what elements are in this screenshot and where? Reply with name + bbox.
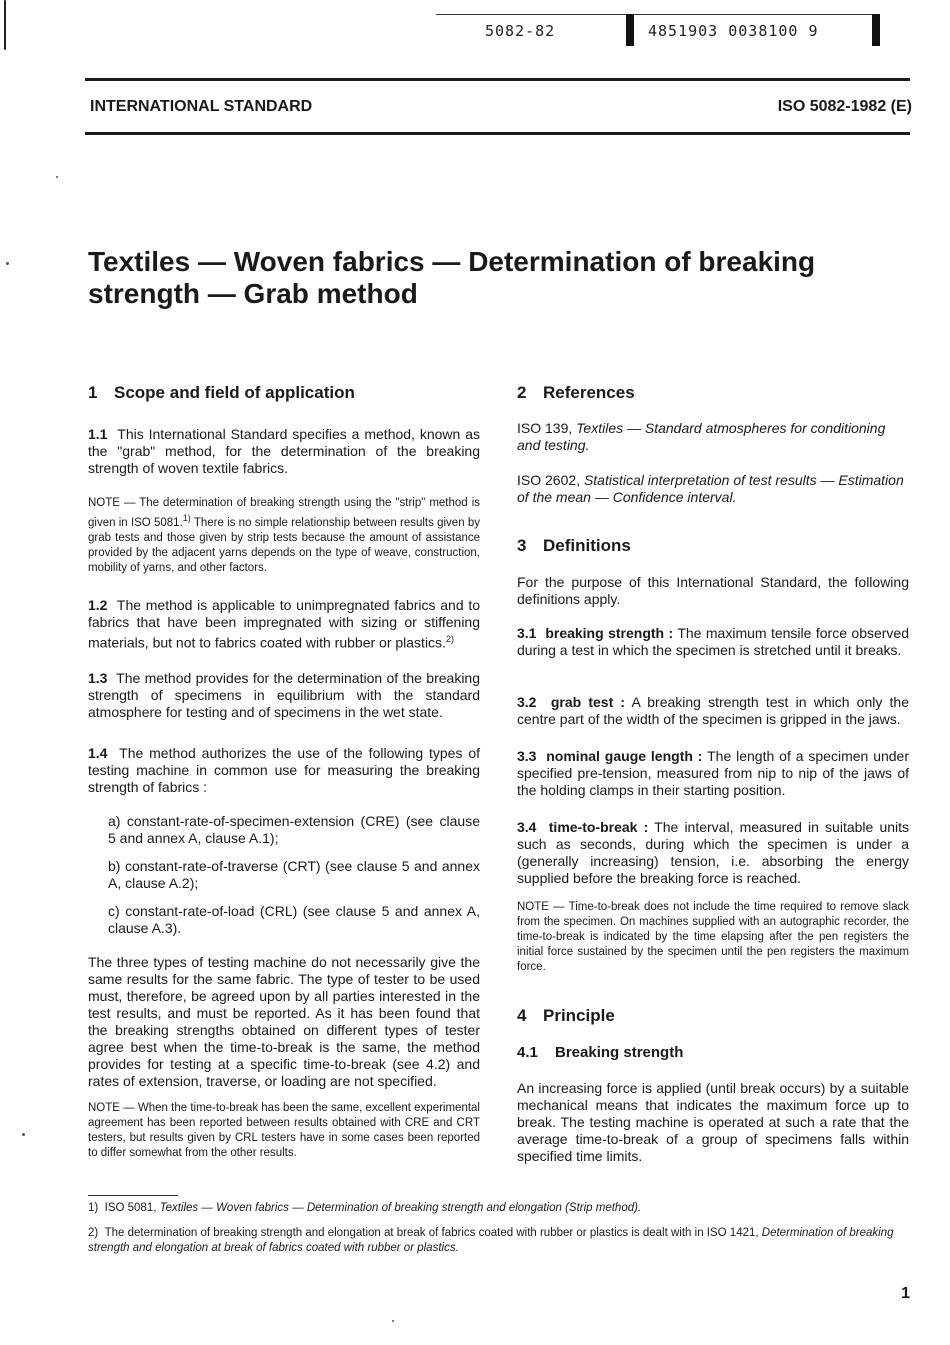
footnote-title: Determination of breaking strength and elongation at break of fabrics coated with rubber or plastics. [88,1227,894,1254]
definition-text: A breaking strength test in which only the centre part of the width of the specimen is gripped in the jaws. [517,694,909,727]
section-title: Scope and field of application [114,383,355,402]
standard-number: ISO 5082-1982 (E) [777,98,912,115]
list-item-crt: b) constant-rate-of-traverse (CRT) (see clause 5 and annex A, clause A.2); [108,858,480,891]
section-title: Principle [543,1006,615,1025]
section-number: 1 [88,383,98,402]
clause-1-1 [88,426,480,477]
title-line-1: Textiles — Woven fabrics — Determination of breaking [88,246,816,277]
definition-3-3 [517,748,909,799]
clause-number: 3.3 [517,748,537,764]
reference-id: ISO 2602, [517,472,584,488]
scan-top-rule [436,14,876,15]
scan-speck [56,176,58,178]
reference-iso-139 [517,420,909,454]
scan-speck [22,1133,25,1136]
section-title: References [543,383,635,402]
scan-speck [392,1320,394,1322]
clause-text: The method authorizes the use of the following types of testing machine in common use for measuring the breaking strength of fabrics : [88,745,480,795]
principle-paragraph: An increasing force is applied (until break occurs) by a suitable mechanical means that indicates the maximum force up to break. The testing machine is operated at such a rate that the average time-to-break of a group of specimens falls within specified time limits. [517,1080,909,1164]
defined-term: nominal gauge length : [546,748,703,764]
clause-number: 1.4 [88,745,108,761]
list-item-crl: c) constant-rate-of-load (CRL) (see clause 5 and annex A, clause A.3). [108,903,480,936]
header-top-rule [85,78,910,81]
definition-text: The length of a specimen under specified pre-tension, measured from nip to nip of the jaws of the holding clamps in their starting position. [517,748,909,798]
header-bottom-rule [85,132,910,135]
definition-3-2 [517,694,909,728]
footnote-ref: 2) [445,634,454,644]
page-number: 1 [901,1285,910,1302]
reference-title: Textiles — Standard atmospheres for conditioning and testing. [517,420,886,453]
reference-title: Statistical interpretation of test results — Estimation of the mean — Confidence interval. [517,472,904,505]
note-text-rest: There is no simple relationship between results given by grab tests and those given by strip tests because the amount of assistance provided by the adjacent yarns depends on the type of weave, construction, mobility of yarns, and other factors. [88,516,480,574]
barcode-bar-left [626,14,634,46]
footnote-title: Textiles — Woven fabrics — Determination of breaking strength and elongation (Strip method). [159,1202,642,1214]
subsection-title: Breaking strength [555,1044,684,1061]
clause-1-3 [88,670,480,721]
section-3-heading [517,536,631,556]
note-time-to-break-agreement: NOTE — When the time-to-break has been the same, excellent experimental agreement has been reported between results obtained with CRE and CRT testers, but results given by CRL testers have in some cases been reported to differ somewhat from the other results. [88,1102,480,1159]
definition-text: The maximum tensile force observed during a test in which the specimen is stretched until it breaks. [517,625,909,658]
definition-3-1 [517,625,909,659]
subsection-4-1-heading [517,1044,683,1061]
clause-number: 1.3 [88,670,108,686]
definition-text: The interval, measured in suitable units such as seconds, during which the specimen is under a (generally increasing) tension, i.e. absorbing the energy supplied before the breaking force is reached. [517,819,910,886]
footnote-text: ISO 5081, [104,1202,160,1214]
section-2-heading [517,383,635,403]
note-text: NOTE — The determination of breaking strength using the "strip" method is given in ISO 5081. [88,497,480,529]
footnote-1 [88,1201,910,1216]
footnote-number: 1) [88,1202,99,1214]
defined-term: time-to-break : [548,819,649,835]
doc-code-stamp: 5082-82 [485,22,556,40]
footnote-text: The determination of breaking strength and elongation at break of fabrics coated with rubber or plastics is dealt with in ISO 1421, [104,1227,762,1239]
title-line-2: strength — Grab method [88,278,418,309]
clause-text: The method is applicable to unimpregnated fabrics and to fabrics that have been impregnated with sizing or stiffening materials, but not to fabrics coated with rubber or plastics. [88,597,480,651]
note-time-to-break: NOTE — Time-to-break does not include the time required to remove slack from the specimen. On machines supplied with an autographic recorder, the time-to-break is indicated by the time elapsing after the pen registers the initial force sustained by the specimen until the pen registers the maximum force. [517,901,909,973]
clause-number: 1.1 [88,426,108,442]
section-title: Definitions [543,536,631,555]
definition-3-4 [517,819,909,887]
scan-speck [6,262,9,265]
defined-term: breaking strength : [545,625,674,641]
footnote-2 [88,1226,910,1256]
clause-number: 3.1 [517,625,537,641]
list-item-cre: a) constant-rate-of-specimen-extension (CRE) (see clause 5 and annex A, clause A.1); [108,813,480,846]
clause-number: 3.2 [517,694,537,710]
barcode-number: 4851903 0038100 9 [648,22,819,40]
subsection-number: 4.1 [517,1044,538,1061]
clause-number: 1.2 [88,597,108,613]
note-strip-method [88,496,480,576]
testing-machine-paragraph: The three types of testing machine do not necessarily give the same results for the same fabric. The type of tester to be used must, therefore, be agreed upon by all parties interested in the test results, and must be reported. As it has been found that the breaking strengths obtained on different types of tester agree best when the time-to-break is the same, the method provides for testing at a specific time-to-break (see 4.2) and rates of extension, traverse, or loading are not specified. [88,954,480,1089]
reference-id: ISO 139, [517,420,577,436]
reference-iso-2602 [517,472,909,506]
clause-1-2 [88,597,480,652]
defined-term: grab test : [550,694,626,710]
scan-edge-mark [4,0,6,50]
clause-text: This International Standard specifies a method, known as the "grab" method, for the determination of the breaking strength of woven textile fabrics. [88,426,481,476]
footnote-separator [88,1195,178,1196]
section-number: 3 [517,536,527,555]
section-1-heading [88,383,355,403]
standard-type-label: INTERNATIONAL STANDARD [90,98,313,115]
barcode-bar-right [872,14,880,46]
section-4-heading [517,1006,615,1026]
footnote-ref: 1) [182,513,191,523]
section-number: 2 [517,383,527,402]
clause-1-4 [88,745,480,796]
document-title [88,246,908,310]
clause-text: The method provides for the determination of the breaking strength of specimens in equilibrium with the standard atmosphere for testing and of specimens in the wet state. [88,670,481,720]
footnote-number: 2) [88,1227,99,1239]
definitions-intro: For the purpose of this International Standard, the following definitions apply. [517,574,909,607]
section-number: 4 [517,1006,527,1025]
clause-number: 3.4 [517,819,537,835]
